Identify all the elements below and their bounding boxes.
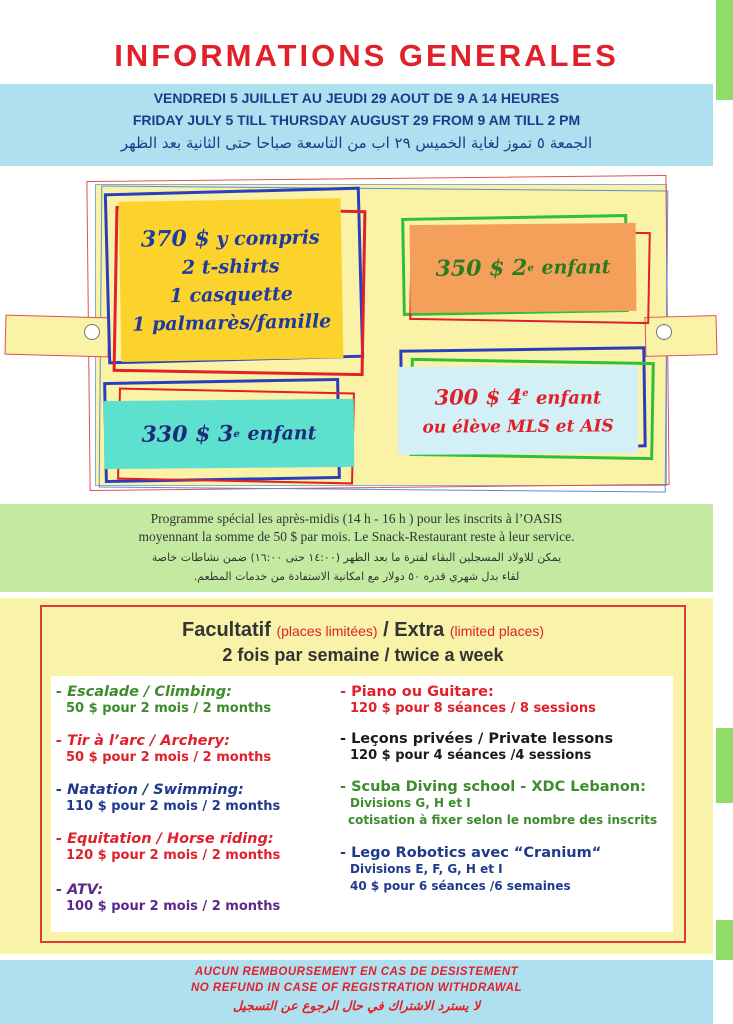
option-piano-title: - Piano ou Guitare: (340, 684, 494, 700)
edge-tab-bottom (716, 920, 733, 960)
option-scuba (340, 779, 657, 829)
price-main-text: y compris (216, 225, 320, 250)
right-tag-flap (644, 315, 717, 357)
afternoon-french-line1: Programme spécial les après-midis (14 h - 16 h ) pour les inscrits à l’OASIS (150, 511, 563, 526)
refund-french: AUCUN REMBOURSEMENT EN CAS DE DESISTEMENT (194, 966, 519, 978)
afternoon-french-block (0, 510, 713, 546)
option-swimming (56, 782, 280, 815)
price-fourth-sup: e (522, 387, 529, 399)
price-second-amount: 350 $ (435, 255, 505, 282)
price-main-line4: 1 palmarès/famille (131, 309, 332, 336)
option-scuba-title: - Scuba Diving school - XDC Lebanon: (340, 779, 646, 795)
price-third-text: enfant (247, 422, 317, 445)
edge-tab-middle (716, 728, 733, 803)
dates-french: VENDREDI 5 JUILLET AU JEUDI 29 AOUT DE 9 A 14 HEURES (153, 90, 560, 106)
option-private-lessons-title: - Leçons privées / Private lessons (340, 731, 614, 747)
option-private-lessons-line1: 120 $ pour 4 séances /4 sessions (350, 748, 592, 763)
option-archery-price: 50 $ pour 2 mois / 2 months (66, 750, 272, 765)
options-heading-fr-note: (places limitées) (276, 623, 378, 639)
price-card-second (410, 223, 637, 313)
price-second-text: enfant (541, 256, 611, 279)
option-climbing (56, 684, 271, 717)
option-private-lessons (340, 731, 613, 764)
option-atv (56, 882, 280, 915)
dates-arabic: الجمعة ٥ تموز لغاية الخميس ٢٩ اب من التاسعة صباحا حتى الثانية بعد الظهر (120, 134, 593, 152)
price-fourth-text: enfant (535, 386, 602, 409)
option-archery-title: - Tir à l’arc / Archery: (56, 733, 230, 749)
option-scuba-line1: Divisions G, H et I (350, 796, 471, 810)
option-scuba-line2: cotisation à fixer selon le nombre des inscrits (348, 813, 658, 827)
option-atv-price: 100 $ pour 2 mois / 2 months (66, 899, 281, 914)
option-climbing-price: 50 $ pour 2 mois / 2 months (66, 701, 272, 716)
refund-band (0, 960, 713, 1024)
price-card-main (119, 198, 344, 362)
price-third-num: 3 (217, 420, 234, 448)
option-horse-riding (56, 831, 280, 864)
option-horse-riding-title: - Equitation / Horse riding: (56, 831, 274, 847)
option-piano (340, 684, 596, 717)
options-heading-sep: / Extra (383, 619, 445, 641)
price-card-third (104, 399, 355, 469)
afternoon-arabic-block (0, 548, 713, 586)
price-third-amount: 330 $ (141, 421, 211, 448)
price-fourth-amount: 300 $ (434, 383, 501, 410)
dates-band (0, 84, 713, 166)
price-second-sup: e (527, 262, 534, 274)
price-card-fourth (398, 365, 639, 455)
price-main-line2: 2 t-shirts (181, 254, 280, 279)
option-climbing-title: - Escalade / Climbing: (56, 684, 232, 700)
afternoon-french-line2: moyennant la somme de 50 $ par mois. Le Snack-Restaurant reste à leur service. (138, 529, 575, 544)
afternoon-arabic-line1: يمكن للاولاد المسجلين البقاء لفترة ما بعد الظهر (١٤:٠٠ حتى ١٦:٠٠) ضمن نشاطات خاصة (151, 551, 562, 564)
options-heading-en-note: (limited places) (449, 623, 545, 639)
price-fourth-line1 (434, 379, 601, 413)
left-tag-hole (84, 324, 100, 340)
page-title: INFORMATIONS GENERALES (114, 38, 619, 73)
price-main-line1 (141, 222, 320, 254)
price-third-sup: e (233, 428, 240, 440)
option-swimming-price: 110 $ pour 2 mois / 2 months (66, 799, 281, 814)
option-lego-robotics-line1: Divisions E, F, G, H et I (350, 862, 503, 876)
afternoon-arabic-line2: لقاء بدل شهري قدره ٥٠ دولار مع امكانية الاستفادة من خدمات المطعم. (193, 570, 520, 583)
refund-arabic: لا يسترد الاشتراك في حال الرجوع عن التسجيل (232, 998, 481, 1013)
option-lego-robotics-title: - Lego Robotics avec “Cranium“ (340, 845, 602, 861)
option-lego-robotics-line2: 40 $ pour 6 séances /6 semaines (350, 879, 571, 893)
option-swimming-title: - Natation / Swimming: (56, 782, 244, 798)
option-lego-robotics (340, 845, 601, 895)
options-heading (40, 619, 686, 642)
price-panel (0, 178, 713, 498)
refund-english: NO REFUND IN CASE OF REGISTRATION WITHDRAWAL (190, 982, 522, 994)
option-archery (56, 733, 271, 766)
dates-english: FRIDAY JULY 5 TILL THURSDAY AUGUST 29 FROM 9 AM TILL 2 PM (132, 112, 581, 128)
price-second-num: 2 (511, 254, 528, 282)
options-frequency: 2 fois par semaine / twice a week (222, 645, 504, 665)
option-atv-title: - ATV: (56, 882, 104, 898)
afternoon-program-band (0, 504, 713, 592)
price-main-line3: 1 casquette (169, 282, 294, 307)
price-fourth-num: 4 (507, 383, 523, 409)
price-main-amount: 370 $ (140, 224, 211, 253)
price-fourth-line2: ou élève MLS et AIS (422, 415, 614, 438)
options-heading-fr: Facultatif (181, 619, 271, 641)
option-piano-line1: 120 $ pour 8 séances / 8 sessions (350, 701, 596, 716)
option-horse-riding-price: 120 $ pour 2 mois / 2 months (66, 848, 281, 863)
right-tag-hole (656, 324, 672, 340)
